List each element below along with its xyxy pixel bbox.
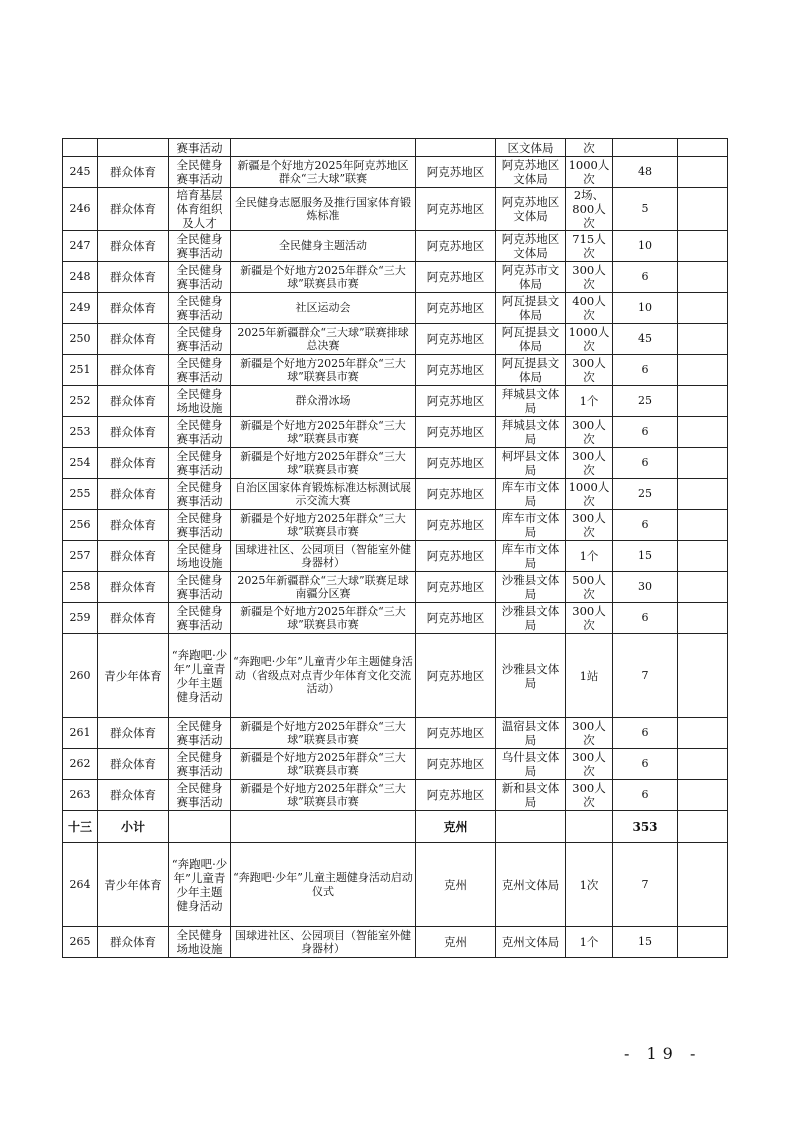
category-cell: 群众体育 xyxy=(98,927,169,958)
table-row xyxy=(63,572,728,603)
implementing-unit-cell: 新和县文体局 xyxy=(496,780,566,811)
project-content-cell: 自治区国家体育锻炼标准达标测试展示交流大赛 xyxy=(231,479,416,510)
table-row xyxy=(63,510,728,541)
scale-cell: 400人次 xyxy=(566,293,613,324)
category-cell: 群众体育 xyxy=(98,231,169,262)
project-type-cell: 赛事活动 xyxy=(169,139,231,157)
table-row xyxy=(63,293,728,324)
implementing-unit-cell: 阿瓦提县文体局 xyxy=(496,293,566,324)
scale-cell: 300人次 xyxy=(566,780,613,811)
remark-cell xyxy=(678,188,728,231)
region-cell: 阿克苏地区 xyxy=(416,157,496,188)
region-cell: 阿克苏地区 xyxy=(416,448,496,479)
category-cell: 小计 xyxy=(98,811,169,843)
project-content-cell: 全民健身主题活动 xyxy=(231,231,416,262)
remark-cell xyxy=(678,634,728,718)
category-cell: 群众体育 xyxy=(98,479,169,510)
table-row-subtotal xyxy=(63,811,728,843)
remark-cell xyxy=(678,157,728,188)
project-type-cell: 全民健身赛事活动 xyxy=(169,479,231,510)
category-cell: 群众体育 xyxy=(98,157,169,188)
row-number-cell: 245 xyxy=(63,157,98,188)
category-cell: 青少年体育 xyxy=(98,843,169,927)
category-cell: 群众体育 xyxy=(98,386,169,417)
scale-cell: 1个 xyxy=(566,386,613,417)
category-cell: 群众体育 xyxy=(98,324,169,355)
project-content-cell: 国球进社区、公园项目（智能室外健身器材） xyxy=(231,541,416,572)
project-content-cell: 社区运动会 xyxy=(231,293,416,324)
region-cell: 阿克苏地区 xyxy=(416,324,496,355)
table-row-continued xyxy=(63,139,728,157)
project-type-cell: 全民健身赛事活动 xyxy=(169,510,231,541)
project-type-cell xyxy=(169,811,231,843)
table-row xyxy=(63,262,728,293)
row-number-cell: 251 xyxy=(63,355,98,386)
project-content-cell: 全民健身志愿服务及推行国家体育锻炼标准 xyxy=(231,188,416,231)
remark-cell xyxy=(678,541,728,572)
row-number-cell: 十三 xyxy=(63,811,98,843)
category-cell: 群众体育 xyxy=(98,603,169,634)
implementing-unit-cell: 沙雅县文体局 xyxy=(496,603,566,634)
scale-cell: 1000人次 xyxy=(566,157,613,188)
page-number: - 19 - xyxy=(624,1044,702,1063)
region-cell: 阿克苏地区 xyxy=(416,718,496,749)
scale-cell: 2场、800人次 xyxy=(566,188,613,231)
project-type-cell: “奔跑吧·少年”儿童青少年主题健身活动 xyxy=(169,634,231,718)
region-cell: 克州 xyxy=(416,811,496,843)
row-number-cell: 260 xyxy=(63,634,98,718)
category-cell: 群众体育 xyxy=(98,541,169,572)
scale-cell: 1个 xyxy=(566,541,613,572)
remark-cell xyxy=(678,386,728,417)
project-content-cell: 2025年新疆群众“三大球”联赛排球总决赛 xyxy=(231,324,416,355)
table-row xyxy=(63,355,728,386)
region-cell: 阿克苏地区 xyxy=(416,603,496,634)
remark-cell xyxy=(678,448,728,479)
project-type-cell: 全民健身赛事活动 xyxy=(169,448,231,479)
project-type-cell: 全民健身赛事活动 xyxy=(169,293,231,324)
table-row xyxy=(63,386,728,417)
category-cell: 群众体育 xyxy=(98,417,169,448)
project-content-cell: 新疆是个好地方2025年群众“三大球”联赛县市赛 xyxy=(231,780,416,811)
category-cell: 群众体育 xyxy=(98,355,169,386)
amount-cell: 15 xyxy=(613,541,678,572)
row-number-cell: 247 xyxy=(63,231,98,262)
category-cell: 群众体育 xyxy=(98,749,169,780)
amount-cell: 6 xyxy=(613,417,678,448)
table-row xyxy=(63,634,728,718)
amount-cell: 7 xyxy=(613,634,678,718)
category-cell: 群众体育 xyxy=(98,572,169,603)
category-cell: 群众体育 xyxy=(98,188,169,231)
table-row xyxy=(63,603,728,634)
project-type-cell: 全民健身赛事活动 xyxy=(169,572,231,603)
amount-cell: 5 xyxy=(613,188,678,231)
region-cell: 克州 xyxy=(416,843,496,927)
project-content-cell xyxy=(231,139,416,157)
region-cell: 阿克苏地区 xyxy=(416,355,496,386)
amount-cell: 6 xyxy=(613,780,678,811)
remark-cell xyxy=(678,843,728,927)
amount-cell: 6 xyxy=(613,718,678,749)
region-cell xyxy=(416,139,496,157)
implementing-unit-cell: 阿克苏地区文体局 xyxy=(496,157,566,188)
project-content-cell: 新疆是个好地方2025年群众“三大球”联赛县市赛 xyxy=(231,603,416,634)
project-type-cell: 全民健身赛事活动 xyxy=(169,157,231,188)
row-number-cell: 252 xyxy=(63,386,98,417)
implementing-unit-cell: 拜城县文体局 xyxy=(496,386,566,417)
project-content-cell: 群众滑冰场 xyxy=(231,386,416,417)
category-cell: 群众体育 xyxy=(98,510,169,541)
amount-cell: 10 xyxy=(613,231,678,262)
table-row xyxy=(63,749,728,780)
scale-cell: 300人次 xyxy=(566,749,613,780)
table-row xyxy=(63,188,728,231)
implementing-unit-cell: 阿克苏地区文体局 xyxy=(496,188,566,231)
scale-cell: 1次 xyxy=(566,843,613,927)
scale-cell: 300人次 xyxy=(566,448,613,479)
project-type-cell: 全民健身场地设施 xyxy=(169,386,231,417)
implementing-unit-cell: 库车市文体局 xyxy=(496,510,566,541)
amount-cell: 45 xyxy=(613,324,678,355)
scale-cell: 300人次 xyxy=(566,262,613,293)
table-row xyxy=(63,324,728,355)
project-type-cell: 全民健身赛事活动 xyxy=(169,355,231,386)
remark-cell xyxy=(678,718,728,749)
project-type-cell: 全民健身赛事活动 xyxy=(169,603,231,634)
row-number-cell: 262 xyxy=(63,749,98,780)
project-content-cell: 新疆是个好地方2025年群众“三大球”联赛县市赛 xyxy=(231,510,416,541)
scale-cell xyxy=(566,811,613,843)
project-content-cell: “奔跑吧·少年”儿童主题健身活动启动仪式 xyxy=(231,843,416,927)
project-type-cell: 全民健身赛事活动 xyxy=(169,417,231,448)
row-number-cell: 263 xyxy=(63,780,98,811)
amount-cell: 10 xyxy=(613,293,678,324)
amount-cell: 30 xyxy=(613,572,678,603)
project-content-cell: 新疆是个好地方2025年群众“三大球”联赛县市赛 xyxy=(231,355,416,386)
implementing-unit-cell: 库车市文体局 xyxy=(496,479,566,510)
implementing-unit-cell: 沙雅县文体局 xyxy=(496,634,566,718)
table-row xyxy=(63,448,728,479)
project-content-cell: “奔跑吧·少年”儿童青少年主题健身活动（省级点对点青少年体育文化交流活动） xyxy=(231,634,416,718)
implementing-unit-cell: 阿瓦提县文体局 xyxy=(496,355,566,386)
project-content-cell: 新疆是个好地方2025年群众“三大球”联赛县市赛 xyxy=(231,718,416,749)
remark-cell xyxy=(678,293,728,324)
category-cell: 群众体育 xyxy=(98,448,169,479)
region-cell: 阿克苏地区 xyxy=(416,417,496,448)
remark-cell xyxy=(678,479,728,510)
implementing-unit-cell xyxy=(496,811,566,843)
scale-cell: 300人次 xyxy=(566,355,613,386)
row-number-cell: 248 xyxy=(63,262,98,293)
project-content-cell: 国球进社区、公园项目（智能室外健身器材） xyxy=(231,927,416,958)
row-number-cell: 264 xyxy=(63,843,98,927)
implementing-unit-cell: 克州文体局 xyxy=(496,843,566,927)
project-content-cell: 新疆是个好地方2025年群众“三大球”联赛县市赛 xyxy=(231,749,416,780)
table-row xyxy=(63,417,728,448)
remark-cell xyxy=(678,355,728,386)
project-type-cell: “奔跑吧·少年”儿童青少年主题健身活动 xyxy=(169,843,231,927)
project-type-cell: 培育基层体育组织及人才 xyxy=(169,188,231,231)
remark-cell xyxy=(678,262,728,293)
table-row xyxy=(63,541,728,572)
implementing-unit-cell: 区文体局 xyxy=(496,139,566,157)
remark-cell xyxy=(678,780,728,811)
scale-cell: 1000人次 xyxy=(566,479,613,510)
remark-cell xyxy=(678,811,728,843)
project-type-cell: 全民健身赛事活动 xyxy=(169,780,231,811)
remark-cell xyxy=(678,417,728,448)
row-number-cell: 258 xyxy=(63,572,98,603)
scale-cell: 300人次 xyxy=(566,718,613,749)
amount-cell: 25 xyxy=(613,479,678,510)
implementing-unit-cell: 克州文体局 xyxy=(496,927,566,958)
project-type-cell: 全民健身赛事活动 xyxy=(169,749,231,780)
amount-cell xyxy=(613,139,678,157)
amount-cell: 353 xyxy=(613,811,678,843)
scale-cell: 500人次 xyxy=(566,572,613,603)
implementing-unit-cell: 阿瓦提县文体局 xyxy=(496,324,566,355)
region-cell: 阿克苏地区 xyxy=(416,293,496,324)
project-type-cell: 全民健身赛事活动 xyxy=(169,262,231,293)
scale-cell: 1000人次 xyxy=(566,324,613,355)
implementing-unit-cell: 阿克苏市文体局 xyxy=(496,262,566,293)
remark-cell xyxy=(678,603,728,634)
amount-cell: 6 xyxy=(613,262,678,293)
scale-cell: 1站 xyxy=(566,634,613,718)
project-type-cell: 全民健身赛事活动 xyxy=(169,231,231,262)
project-content-cell xyxy=(231,811,416,843)
remark-cell xyxy=(678,510,728,541)
funding-table xyxy=(62,138,728,958)
implementing-unit-cell: 库车市文体局 xyxy=(496,541,566,572)
implementing-unit-cell: 沙雅县文体局 xyxy=(496,572,566,603)
row-number-cell xyxy=(63,139,98,157)
region-cell: 阿克苏地区 xyxy=(416,749,496,780)
project-content-cell: 新疆是个好地方2025年群众“三大球”联赛县市赛 xyxy=(231,417,416,448)
row-number-cell: 256 xyxy=(63,510,98,541)
row-number-cell: 259 xyxy=(63,603,98,634)
amount-cell: 7 xyxy=(613,843,678,927)
amount-cell: 6 xyxy=(613,448,678,479)
category-cell: 青少年体育 xyxy=(98,634,169,718)
implementing-unit-cell: 阿克苏地区文体局 xyxy=(496,231,566,262)
region-cell: 阿克苏地区 xyxy=(416,541,496,572)
row-number-cell: 265 xyxy=(63,927,98,958)
region-cell: 阿克苏地区 xyxy=(416,510,496,541)
project-content-cell: 新疆是个好地方2025年阿克苏地区群众“三大球”联赛 xyxy=(231,157,416,188)
amount-cell: 6 xyxy=(613,749,678,780)
scale-cell: 300人次 xyxy=(566,510,613,541)
implementing-unit-cell: 柯坪县文体局 xyxy=(496,448,566,479)
region-cell: 阿克苏地区 xyxy=(416,634,496,718)
project-content-cell: 新疆是个好地方2025年群众“三大球”联赛县市赛 xyxy=(231,262,416,293)
implementing-unit-cell: 乌什县文体局 xyxy=(496,749,566,780)
row-number-cell: 254 xyxy=(63,448,98,479)
region-cell: 阿克苏地区 xyxy=(416,188,496,231)
region-cell: 阿克苏地区 xyxy=(416,262,496,293)
region-cell: 阿克苏地区 xyxy=(416,780,496,811)
region-cell: 阿克苏地区 xyxy=(416,479,496,510)
category-cell: 群众体育 xyxy=(98,262,169,293)
scale-cell: 1个 xyxy=(566,927,613,958)
table-row xyxy=(63,780,728,811)
amount-cell: 48 xyxy=(613,157,678,188)
region-cell: 阿克苏地区 xyxy=(416,231,496,262)
amount-cell: 25 xyxy=(613,386,678,417)
remark-cell xyxy=(678,927,728,958)
row-number-cell: 246 xyxy=(63,188,98,231)
project-type-cell: 全民健身赛事活动 xyxy=(169,324,231,355)
project-content-cell: 2025年新疆群众“三大球”联赛足球南疆分区赛 xyxy=(231,572,416,603)
table-row xyxy=(63,927,728,958)
amount-cell: 6 xyxy=(613,603,678,634)
category-cell: 群众体育 xyxy=(98,780,169,811)
amount-cell: 6 xyxy=(613,510,678,541)
table-row xyxy=(63,231,728,262)
remark-cell xyxy=(678,324,728,355)
amount-cell: 6 xyxy=(613,355,678,386)
scale-cell: 300人次 xyxy=(566,603,613,634)
scale-cell: 300人次 xyxy=(566,417,613,448)
category-cell xyxy=(98,139,169,157)
amount-cell: 15 xyxy=(613,927,678,958)
implementing-unit-cell: 温宿县文体局 xyxy=(496,718,566,749)
remark-cell xyxy=(678,231,728,262)
row-number-cell: 250 xyxy=(63,324,98,355)
table-row xyxy=(63,157,728,188)
implementing-unit-cell: 拜城县文体局 xyxy=(496,417,566,448)
region-cell: 阿克苏地区 xyxy=(416,386,496,417)
remark-cell xyxy=(678,749,728,780)
category-cell: 群众体育 xyxy=(98,718,169,749)
row-number-cell: 255 xyxy=(63,479,98,510)
table-row xyxy=(63,479,728,510)
table-row xyxy=(63,843,728,927)
scale-cell: 次 xyxy=(566,139,613,157)
region-cell: 克州 xyxy=(416,927,496,958)
row-number-cell: 257 xyxy=(63,541,98,572)
remark-cell xyxy=(678,139,728,157)
project-type-cell: 全民健身赛事活动 xyxy=(169,718,231,749)
row-number-cell: 261 xyxy=(63,718,98,749)
remark-cell xyxy=(678,572,728,603)
project-content-cell: 新疆是个好地方2025年群众“三大球”联赛县市赛 xyxy=(231,448,416,479)
project-type-cell: 全民健身场地设施 xyxy=(169,541,231,572)
region-cell: 阿克苏地区 xyxy=(416,572,496,603)
scale-cell: 715人次 xyxy=(566,231,613,262)
table-row xyxy=(63,718,728,749)
project-type-cell: 全民健身场地设施 xyxy=(169,927,231,958)
category-cell: 群众体育 xyxy=(98,293,169,324)
row-number-cell: 249 xyxy=(63,293,98,324)
row-number-cell: 253 xyxy=(63,417,98,448)
